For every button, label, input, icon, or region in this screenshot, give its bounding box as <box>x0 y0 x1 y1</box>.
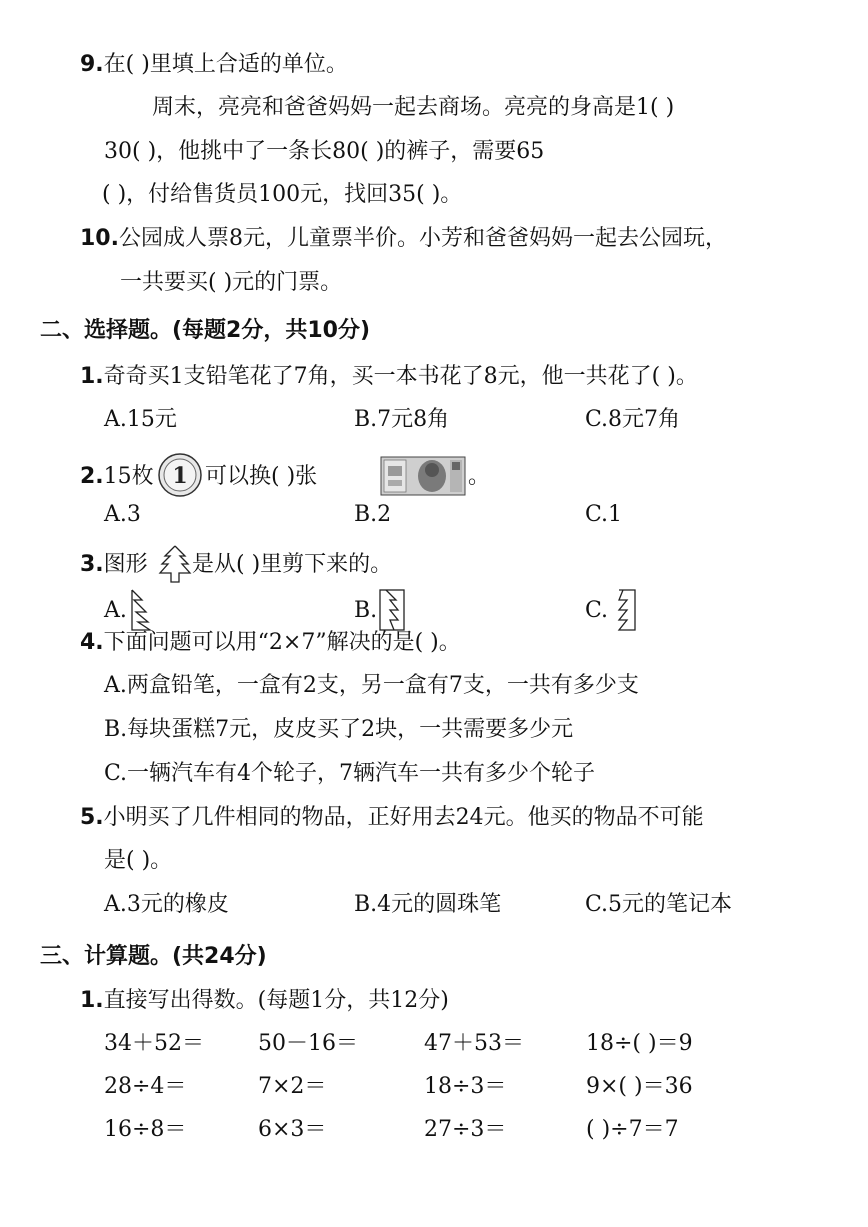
calc-item: 18÷( )＝9 <box>586 1031 693 1056</box>
five-yuan-banknote-icon <box>380 456 466 496</box>
calc-item: 50－16＝ <box>258 1031 358 1056</box>
section-3-title: 三、计算题。(共24分) <box>40 944 267 969</box>
option-b: B.每块蛋糕7元，皮皮买了2块，一共需要多少元 <box>104 717 574 742</box>
calc-item: 6×3＝ <box>258 1117 327 1142</box>
calc-item: ( )÷7＝7 <box>586 1117 679 1142</box>
question-text: 奇奇买1支铅笔花了7角，买一本书花了8元，他一共花了( )。 <box>103 364 698 389</box>
choice-question-2 <box>80 462 154 492</box>
choice-question-5-line-1 <box>80 803 704 833</box>
question-9-line-3: 30( )，他挑中了一条长80( )的裤子，需要65 <box>104 139 545 164</box>
calc-item: 18÷3＝ <box>424 1074 507 1099</box>
question-9-line-2: 周末，亮亮和爸爸妈妈一起去商场。亮亮的身高是1( ) <box>152 95 675 120</box>
option-a: A.3元的橡皮 <box>104 892 229 917</box>
question-number: 4. <box>80 630 104 655</box>
option-a: A.3 <box>104 502 141 527</box>
option-b: B.4元的圆珠笔 <box>354 892 502 917</box>
question-number: 10. <box>80 226 119 251</box>
question-number: 1. <box>80 364 104 389</box>
option-a: A.15元 <box>104 407 177 432</box>
half-tree-shape-b-icon <box>378 588 408 632</box>
question-text-part2: 是从( )里剪下来的。 <box>192 552 393 577</box>
section-2-title: 二、选择题。(每题2分，共10分) <box>40 318 371 343</box>
question-text: 直接写出得数。(每题1分，共12分) <box>103 988 449 1013</box>
choice-question-1 <box>80 362 698 392</box>
tree-shape-icon <box>158 544 192 584</box>
coin-label: 1 <box>172 463 188 489</box>
question-text: 公园成人票8元，儿童票半价。小芳和爸爸妈妈一起去公园玩， <box>118 226 727 251</box>
question-9-line-4: ( )，付给售货员100元，找回35( )。 <box>102 182 463 207</box>
calc-item: 34＋52＝ <box>104 1031 204 1056</box>
question-10-line-1 <box>80 224 727 254</box>
option-a: A. <box>104 598 127 623</box>
calc-item: 47＋53＝ <box>424 1031 524 1056</box>
calc-item: 28÷4＝ <box>104 1074 187 1099</box>
option-c: C.8元7角 <box>585 407 681 432</box>
half-tree-shape-c-icon <box>609 588 639 632</box>
question-number: 1. <box>80 988 104 1013</box>
question-number: 5. <box>80 805 104 830</box>
calc-item: 16÷8＝ <box>104 1117 187 1142</box>
calc-item: 7×2＝ <box>258 1074 327 1099</box>
calc-item: 9×( )＝36 <box>586 1074 693 1099</box>
question-text: 下面问题可以用“2×7”解决的是( )。 <box>103 630 461 655</box>
option-c: C.1 <box>585 502 623 527</box>
question-text-part2: 可以换( )张 <box>205 464 318 489</box>
half-tree-shape-a-icon <box>128 588 158 632</box>
option-a: A.两盒铅笔，一盒有2支，另一盒有7支，一共有多少支 <box>104 673 639 698</box>
question-text-part1: 15枚 <box>103 464 154 489</box>
question-number: 3. <box>80 552 104 577</box>
calc-question-1 <box>80 986 449 1016</box>
choice-question-4 <box>80 628 461 658</box>
option-c: C. <box>585 598 609 623</box>
question-number: 2. <box>80 464 104 489</box>
option-b: B.2 <box>354 502 392 527</box>
question-9-line-1 <box>80 50 348 80</box>
question-number: 9. <box>80 52 104 77</box>
option-c: C.5元的笔记本 <box>585 892 733 917</box>
one-yuan-coin-icon <box>157 452 203 498</box>
choice-question-3 <box>80 550 148 580</box>
calc-item: 27÷3＝ <box>424 1117 507 1142</box>
question-10-line-2: 一共要买( )元的门票。 <box>120 270 343 295</box>
option-c: C.一辆汽车有4个轮子，7辆汽车一共有多少个轮子 <box>104 761 596 786</box>
question-text-part1: 图形 <box>103 552 148 577</box>
choice-question-5-line-2: 是( )。 <box>104 848 173 873</box>
option-b: B. <box>354 598 378 623</box>
question-text: 在( )里填上合适的单位。 <box>103 52 348 77</box>
question-text: 小明买了几件相同的物品，正好用去24元。他买的物品不可能 <box>103 805 704 830</box>
question-text-part3: 。 <box>468 464 491 489</box>
option-b: B.7元8角 <box>354 407 450 432</box>
